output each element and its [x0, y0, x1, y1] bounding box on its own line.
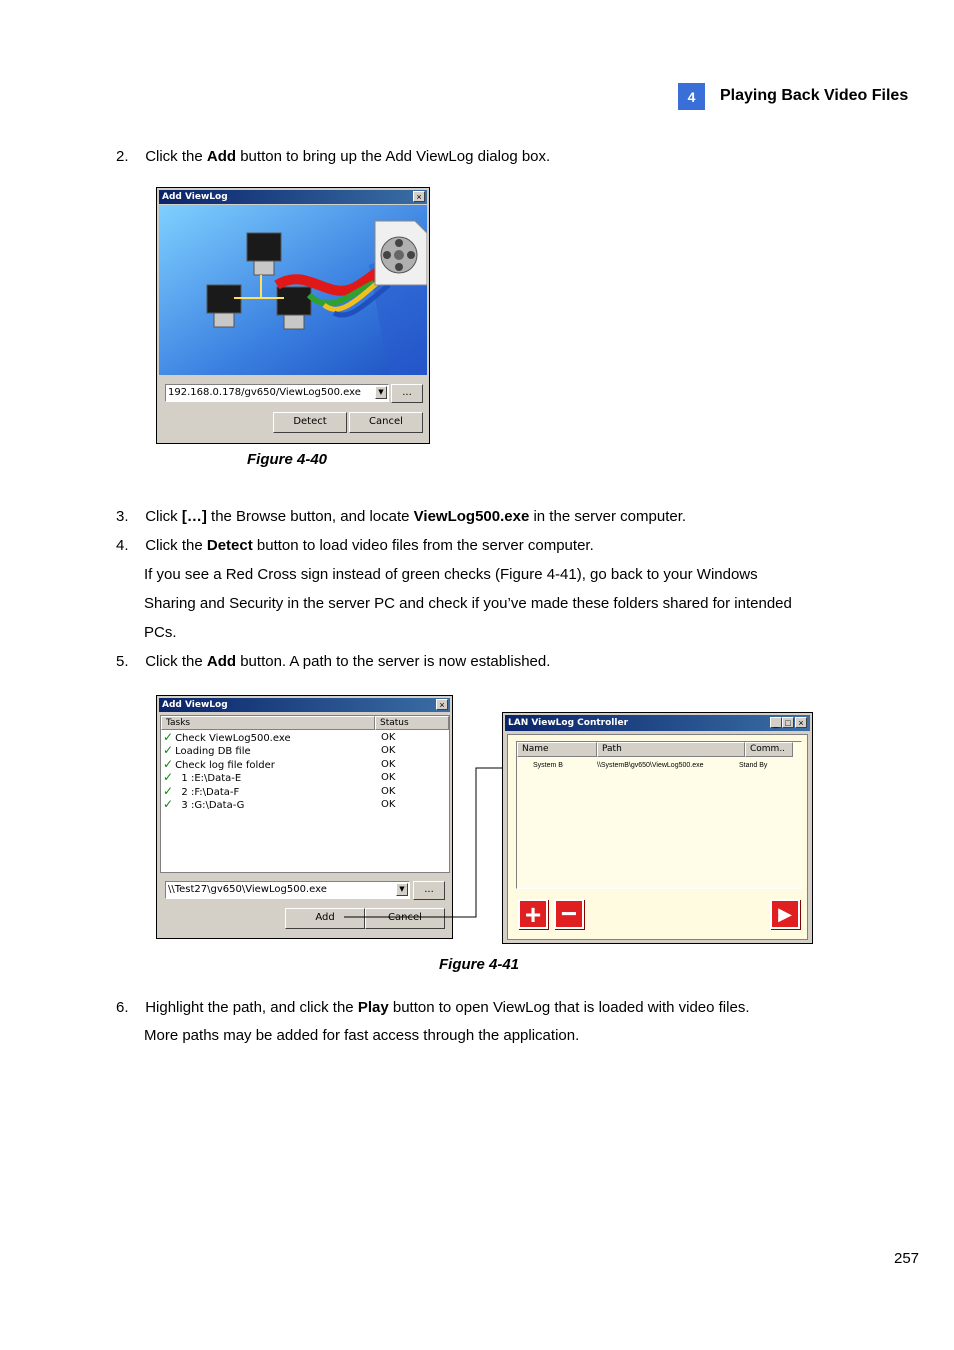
check-icon: ✓	[163, 784, 174, 798]
path-row-path[interactable]: \\SystemB\gv650\ViewLog500.exe	[597, 762, 704, 769]
tasks-column-header[interactable]: Tasks	[161, 716, 375, 730]
close-icon[interactable]: ×	[413, 191, 425, 202]
step-6: 6. Highlight the path, and click the Play button to open ViewLog that is loaded with video files.	[116, 999, 750, 1016]
cancel-button[interactable]: Cancel	[365, 908, 445, 929]
comm-column-header[interactable]: Comm..	[745, 742, 793, 757]
status-column-header[interactable]: Status	[375, 716, 449, 730]
step-5: 5. Click the Add button. A path to the server is now established.	[116, 653, 551, 670]
window-title-bar: LAN ViewLog Controller	[505, 715, 810, 731]
dialog-title-bar: Add ViewLog	[159, 190, 427, 204]
close-icon[interactable]: ×	[436, 699, 448, 710]
step-3: 3. Click […] the Browse button, and locate ViewLog500.exe in the server computer.	[116, 508, 687, 525]
task-status: OK	[381, 772, 396, 783]
close-icon[interactable]: ×	[795, 717, 807, 728]
play-button[interactable]: ▶	[770, 899, 800, 929]
dialog-title-bar: Add ViewLog	[159, 698, 450, 712]
name-column-header[interactable]: Name	[517, 742, 597, 757]
add-viewlog-dialog	[156, 187, 430, 444]
step-4: 4. Click the Detect button to load video files from the server computer.	[116, 537, 594, 554]
minimize-icon[interactable]: _	[770, 717, 782, 728]
cancel-button[interactable]: Cancel	[349, 412, 423, 433]
path-row-name[interactable]: System B	[533, 762, 563, 769]
step-4-note: PCs.	[144, 624, 177, 641]
check-icon: ✓	[163, 770, 174, 784]
controller-body	[507, 734, 808, 940]
task-row: ✓ 1 :E:\Data-E	[163, 770, 242, 784]
add-button[interactable]: Add	[285, 908, 365, 929]
viewlog-path-input[interactable]: \\Test27\gv650\ViewLog500.exe ▼	[165, 881, 410, 899]
task-row: ✓ 3 :G:\Data-G	[163, 797, 245, 811]
task-status: OK	[381, 732, 396, 743]
task-status: OK	[381, 786, 396, 797]
task-status: OK	[381, 759, 396, 770]
figure-caption: Figure 4-41	[439, 956, 520, 973]
paths-list[interactable]	[516, 741, 802, 889]
step-4-note: Sharing and Security in the server PC and check if you’ve made these folders shared for intended	[144, 595, 792, 612]
task-row: ✓ Check log file folder	[163, 757, 275, 771]
step-4-note: If you see a Red Cross sign instead of green checks (Figure 4-41), go back to your Windows	[144, 566, 758, 583]
chevron-down-icon[interactable]: ▼	[396, 883, 408, 896]
page-number: 257	[894, 1250, 920, 1267]
remove-path-button[interactable]: −	[554, 899, 584, 929]
figure-caption: Figure 4-40	[247, 451, 328, 468]
chapter-number-badge: 4	[678, 83, 705, 110]
task-status: OK	[381, 799, 396, 810]
check-icon: ✓	[163, 757, 174, 771]
chevron-down-icon[interactable]: ▼	[375, 386, 387, 399]
browse-button[interactable]: ...	[413, 881, 445, 900]
chapter-title: Playing Back Video Files	[720, 87, 909, 104]
check-icon: ✓	[163, 743, 174, 757]
add-path-button[interactable]: +	[518, 899, 548, 929]
task-row: ✓ 2 :F:\Data-F	[163, 784, 240, 798]
film-reel-icon	[375, 221, 427, 285]
task-row: ✓ Loading DB file	[163, 743, 251, 757]
step-6-note: More paths may be added for fast access through the application.	[144, 1027, 580, 1044]
lan-viewlog-controller-window	[502, 712, 813, 944]
task-row: ✓ Check ViewLog500.exe	[163, 730, 291, 744]
maximize-icon[interactable]: □	[782, 717, 794, 728]
task-status: OK	[381, 745, 396, 756]
browse-button[interactable]: ...	[391, 384, 423, 403]
viewlog-path-input[interactable]: 192.168.0.178/gv650/ViewLog500.exe ▼	[165, 384, 389, 402]
detect-button[interactable]: Detect	[273, 412, 347, 433]
check-icon: ✓	[163, 797, 174, 811]
path-row-comm[interactable]: Stand By	[739, 762, 768, 769]
path-column-header[interactable]: Path	[597, 742, 745, 757]
check-icon: ✓	[163, 730, 174, 744]
step-2: 2. Click the Add button to bring up the Add ViewLog dialog box.	[116, 148, 551, 165]
network-illustration	[159, 205, 427, 375]
